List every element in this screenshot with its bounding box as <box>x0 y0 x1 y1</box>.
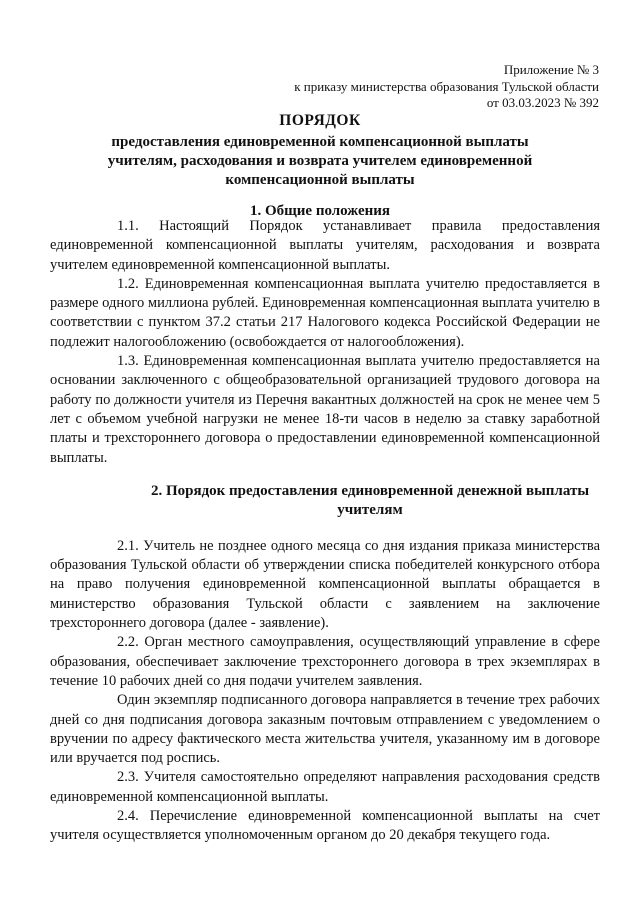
paragraph-2-3: 2.3. Учителя самостоятельно определяют направления расходования средств единовременной компенсационной выплаты. <box>50 769 600 805</box>
document-subtitle: предоставления единовременной компенсационной выплаты учителям, расходования и возврата учителем единовременной компенсационной выплаты <box>107 134 533 188</box>
document-heading <box>0 111 640 221</box>
annex-order-ref: к приказу министерства образования Тульской области <box>294 78 599 94</box>
annex-reference <box>294 62 599 112</box>
section-1-heading: 1. Общие положения <box>249 203 391 219</box>
document-title: ПОРЯДОК <box>279 112 361 129</box>
paragraph-2-2: 2.2. Орган местного самоуправления, осуществляющий управление в сфере образования, обеспечивает заключение трехстороннего договора в трех экземплярах в течение 10 рабочих дней со дня подачи учителем заявления. <box>50 634 600 689</box>
paragraph-1-3: 1.3. Единовременная компенсационная выплата учителю предоставляется на основании заключенного с общеобразовательной организацией трудового договора на работу по должности учителя из Перечня вакантных должностей на срок не менее чем 5 лет с объемом учебной нагрузки не менее 18-ти часов в неделю за ставку заработной платы и трехстороннего договора о предоставлении единовременной компенсационной выплаты. <box>50 353 600 466</box>
paragraph-2-2-continued: Один экземпляр подписанного договора направляется в течение трех рабочих дней со дня подписания договора заказным почтовым отправлением с уведомлением о вручении по адресу фактического места жительства учителя, указанному им в договоре или вручается под роспись. <box>50 692 600 767</box>
annex-number: Приложение № 3 <box>503 62 599 77</box>
paragraph-1-2: 1.2. Единовременная компенсационная выплата учителю предоставляется в размере одного миллиона рублей. Единовременная компенсационная выплата учителю в соответствии с пунктом 37.2 статьи 217 Налогового кодекса Российской Федерации не подлежит налогообложению (освобождается от налогообложения). <box>50 275 600 350</box>
annex-order-date: от 03.03.2023 № 392 <box>486 95 599 110</box>
paragraph-2-1: 2.1. Учитель не позднее одного месяца со дня издания приказа министерства образования Тульской области об утверждении списка победителей конкурсного отбора на право получения единовременной компенсационной выплаты обращается в министерство образования Тульской области с заявлением на заключение трехстороннего договора (далее - заявление). <box>50 537 600 632</box>
document-body <box>50 217 600 846</box>
section-2-heading: 2. Порядок предоставления единовременной денежной выплаты учителям <box>150 482 590 518</box>
paragraph-2-4: 2.4. Перечисление единовременной компенсационной выплаты на счет учителя осуществляется уполномоченным органом до 20 декабря текущего года. <box>50 808 600 844</box>
paragraph-1-1: 1.1. Настоящий Порядок устанавливает правила предоставления единовременной компенсационной выплаты учителям, расходования и возврата учителем единовременной компенсационной выплаты. <box>50 218 600 273</box>
